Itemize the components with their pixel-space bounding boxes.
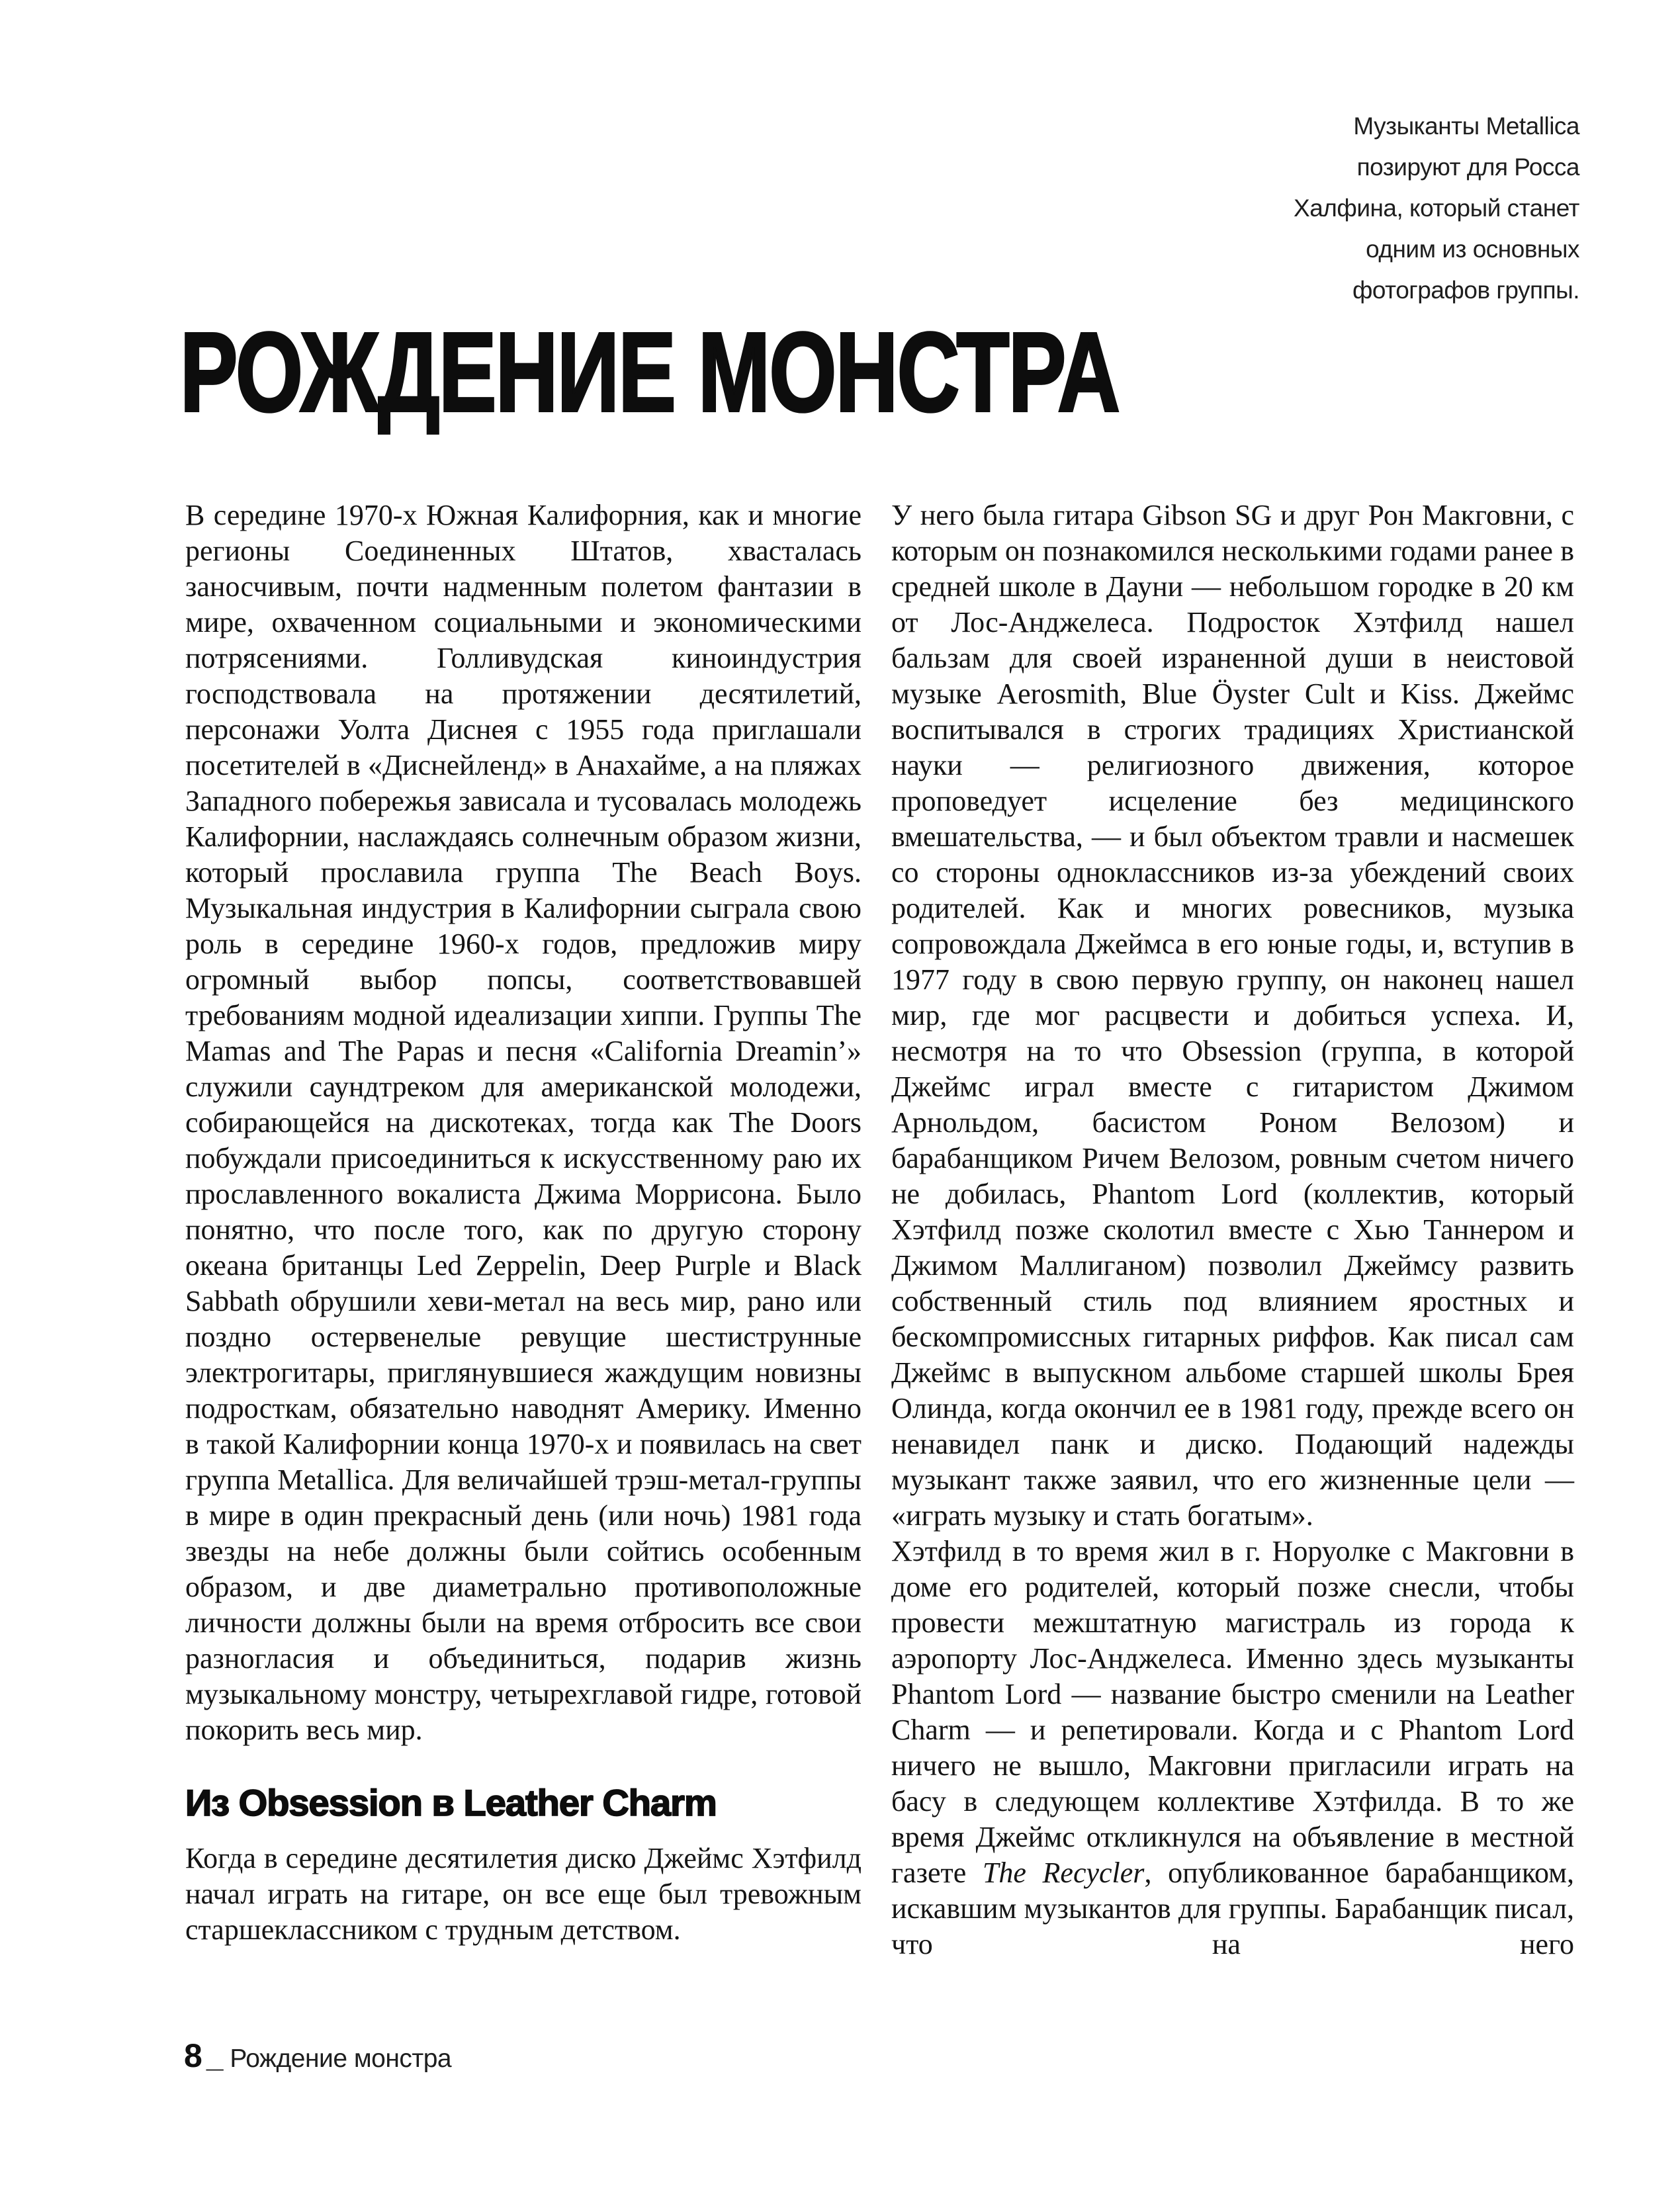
page-footer <box>184 2036 451 2075</box>
body-paragraph: Когда в середине десятилетия диско Джеймс Хэтфилд начал играть на гитаре, он все еще был тревожным старшеклассником с трудным детством. <box>185 1841 862 1946</box>
chapter-headline: РОЖДЕНИЕ МОНСТРА <box>180 310 1120 435</box>
footer-chapter-title: Рождение монстра <box>230 2044 452 2073</box>
italic-publication-name: The Recycler <box>982 1857 1145 1889</box>
body-paragraph: В середине 1970-х Южная Калифорния, как и многие регионы Соединенных Штатов, хвасталась заносчивым, почти надменным полетом фантазии в мире, охваченном социальными и экономическими потрясениями. Голливудская киноиндустрия господствовала на протяжении десятилетий, персонажи Уолта Диснея с 1955 года приглашали посетителей в «Диснейленд» в Анахайме, а на пляжах Западного побережья зависала и тусовалась молодежь Калифорнии, наслаждаясь солнечным образом жизни, который прославила группа The Beach Boys. Музыкальная индустрия в Калифорнии сыграла свою роль в середине 1960-х годов, предложив миру огромный выбор попсы, соответствовавшей требованиям модной идеализации хиппи. Группы The Mamas and The Papas и песня «California Dreamin’» служили саундтреком для американской молодежи, собирающейся на дискотеках, тогда как The Doors побуждали присоединиться к искусственному раю их прославленного вокалиста Джима Моррисона. Было понятно, что после того, как по другую сторону океана британцы Led Zeppelin, Deep Purple и Black Sabbath обрушили хеви-метал на весь мир, рано или поздно остервенелые ревущие шестиструнные электрогитары, приглянувшиеся жаждущим новизны подросткам, обязательно наводнят Америку. Именно в такой Калифорнии конца 1970-х и появилась на свет группа Metallica. Для величайшей трэш-метал-группы в мире в один прекрасный день (или ночь) 1981 года звезды на небе должны были сойтись особенным образом, и две диаметрально противоположные личности должны были на время отбросить все свои разногласия и объединиться, подарив жизнь музыкальному монстру, четырехглавой гидре, готовой покорить весь мир. <box>185 499 862 1746</box>
paragraph-text: Хэтфилд в то время жил в г. Норуолке с Макговни в доме его родителей, который позже снесли, чтобы провести межштатную магистраль из города к аэропорту Лос-Анджелеса. Именно здесь музыканты Phantom Lord — название быстро сменили на Leather Charm — и репетировали. Когда и с Phantom Lord ничего не вышло, Макговни пригласили играть на басу в следующем коллективе Хэтфилда. В то же время Джеймс откликнулся на объявление в местной газете <box>891 1535 1574 1889</box>
left-column <box>185 498 862 1948</box>
footer-separator: _ <box>206 2039 224 2074</box>
section-subheading: Из Obsession в Leather Charm <box>185 1782 717 1823</box>
body-paragraph: У него была гитара Gibson SG и друг Рон Макговни, с которым он познакомился несколькими годами ранее в средней школе в Дауни — небольшом городке в 20 км от Лос-Анджелеса. Подросток Хэтфилд нашел бальзам для своей израненной души в неистовой музыке Aerosmith, Blue Öyster Cult и Kiss. Джеймс воспитывался в строгих традициях Христианской науки — религиозного движения, которое проповедует исцеление без медицинского вмешательства, — и был объектом травли и насмешек со стороны одноклассников из-за убеждений своих родителей. Как и многих ровесников, музыка сопровождала Джеймса в его юные годы, и, вступив в 1977 году в свою первую группу, он наконец нашел мир, где мог расцвести и добиться успеха. И, несмотря на то что Obsession (группа, в которой Джеймс играл вместе с гитаристом Джимом Арнольдом, басистом Роном Велозом) и барабанщиком Ричем Велозом, ровным счетом ничего не добилась, Phantom Lord (коллектив, который Хэтфилд позже сколотил вместе с Хью Таннером и Джимом Маллиганом) позволил Джеймсу развить собственный стиль под влиянием яростных и бескомпромиссных гитарных риффов. Как писал сам Джеймс в выпускном альбоме старшей школы Брея Олинда, когда окончил ее в 1981 году, прежде всего он ненавидел панк и диско. Подающий надежды музыкант также заявил, что его жизненные цели — «играть музыку и стать богатым». <box>891 499 1574 1532</box>
right-column <box>891 498 1574 1962</box>
photo-caption: Музыканты Metallica позируют для Росса Халфина, который станет одним из основных фотографов группы. <box>1294 112 1579 304</box>
page-number: 8 <box>184 2037 202 2074</box>
paragraph-text: , опубликованное барабанщиком, искавшим музыкантов для группы. Барабанщик писал, что на него <box>891 1857 1575 1960</box>
body-paragraph <box>891 1534 1574 1962</box>
